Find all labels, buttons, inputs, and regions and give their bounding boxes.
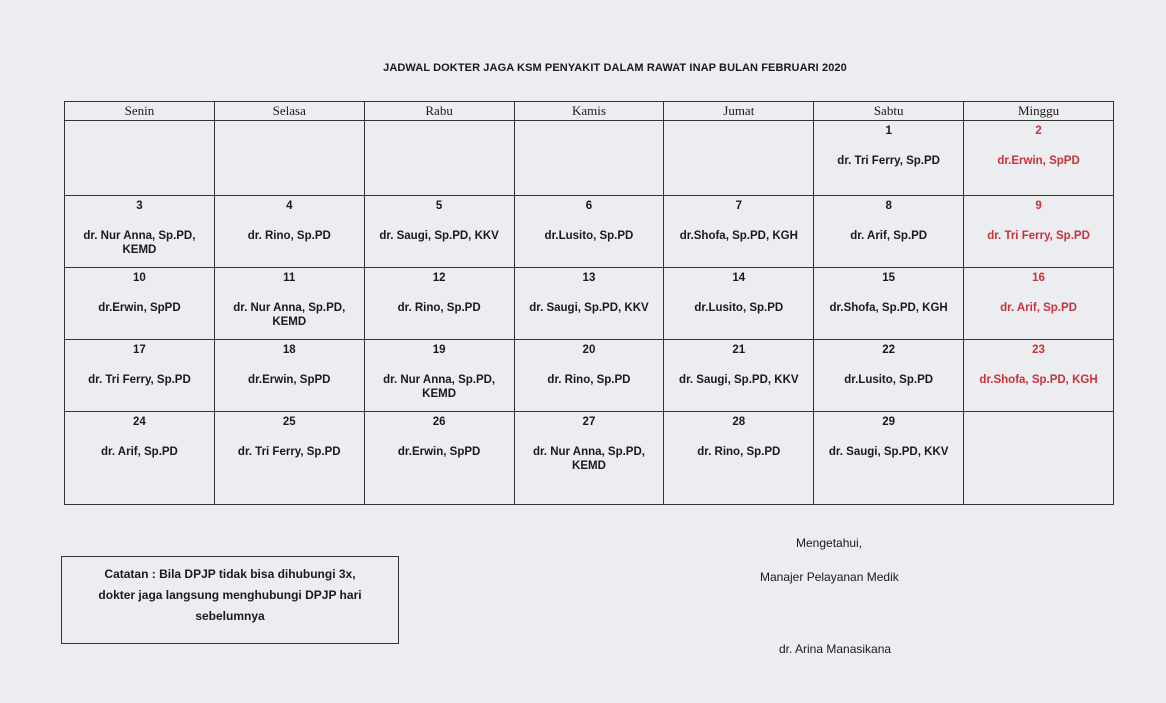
- day-cell: [514, 268, 664, 340]
- day-cell: [664, 268, 814, 340]
- day-cell: [664, 340, 814, 412]
- header-minggu: Minggu: [964, 102, 1114, 121]
- day-number: 12: [432, 272, 446, 284]
- week-row: [65, 268, 1114, 340]
- day-cell: [814, 412, 964, 505]
- day-number: 3: [136, 200, 143, 212]
- doctor-on-duty: dr. Tri Ferry, Sp.PD: [987, 230, 1090, 242]
- header-senin: Senin: [65, 102, 215, 121]
- day-number: 2: [1035, 125, 1042, 137]
- day-cell: [514, 196, 664, 268]
- doctor-on-duty: dr. Arif, Sp.PD: [850, 230, 928, 242]
- doctor-on-duty: dr.Erwin, SpPD: [98, 302, 181, 314]
- doctor-on-duty: dr. Nur Anna, Sp.PD, KEMD: [83, 230, 196, 256]
- doctor-on-duty: dr.Shofa, Sp.PD, KGH: [829, 302, 948, 314]
- day-number: 18: [282, 344, 296, 356]
- doctor-on-duty: dr.Lusito, Sp.PD: [694, 302, 784, 314]
- week-row: [65, 121, 1114, 196]
- sunday-cell: [964, 121, 1114, 196]
- day-cell: [214, 268, 364, 340]
- doctor-on-duty: dr. Saugi, Sp.PD, KKV: [529, 302, 649, 314]
- doctor-on-duty: dr. Nur Anna, Sp.PD, KEMD: [383, 374, 496, 400]
- doctor-on-duty: dr. Rino, Sp.PD: [547, 374, 631, 386]
- doctor-on-duty: dr.Shofa, Sp.PD, KGH: [979, 374, 1098, 386]
- doctor-on-duty: dr. Arif, Sp.PD: [100, 446, 178, 458]
- header-sabtu: Sabtu: [814, 102, 964, 121]
- day-cell: [664, 412, 814, 505]
- day-number: 20: [582, 344, 596, 356]
- doctor-on-duty: dr. Rino, Sp.PD: [697, 446, 781, 458]
- header-rabu: Rabu: [364, 102, 514, 121]
- day-cell: [364, 340, 514, 412]
- signer-position: Manajer Pelayanan Medik: [760, 570, 899, 584]
- doctor-on-duty: dr. Nur Anna, Sp.PD, KEMD: [233, 302, 346, 328]
- document-title: JADWAL DOKTER JAGA KSM PENYAKIT DALAM RAWAT INAP BULAN FEBRUARI 2020: [383, 62, 847, 74]
- doctor-on-duty: dr. Arif, Sp.PD: [1000, 302, 1077, 314]
- doctor-on-duty: dr. Rino, Sp.PD: [397, 302, 481, 314]
- note-box: [61, 556, 399, 644]
- doctor-on-duty: dr. Tri Ferry, Sp.PD: [837, 155, 940, 167]
- header-selasa: Selasa: [214, 102, 364, 121]
- acknowledged-label: Mengetahui,: [796, 536, 863, 550]
- day-number: 24: [133, 416, 146, 428]
- day-cell: [814, 340, 964, 412]
- day-number: 15: [882, 272, 896, 284]
- doctor-on-duty: dr. Saugi, Sp.PD, KKV: [379, 230, 499, 242]
- day-number: 19: [432, 344, 446, 356]
- doctor-on-duty: dr.Shofa, Sp.PD, KGH: [679, 230, 798, 242]
- week-row: [65, 412, 1114, 505]
- day-cell: [814, 268, 964, 340]
- table-header-row: [65, 102, 1114, 121]
- doctor-on-duty: dr.Erwin, SpPD: [397, 446, 481, 458]
- doctor-on-duty: dr. Rino, Sp.PD: [247, 230, 331, 242]
- day-cell: [514, 412, 664, 505]
- day-number: 4: [286, 200, 293, 212]
- day-number: 10: [133, 272, 146, 284]
- doctor-on-duty: dr. Saugi, Sp.PD, KKV: [828, 446, 949, 458]
- doctor-on-duty: dr. Saugi, Sp.PD, KKV: [679, 374, 799, 386]
- note-line-2: dokter jaga langsung menghubungi DPJP hari: [98, 588, 362, 602]
- day-number: 21: [732, 344, 746, 356]
- day-cell: [364, 412, 514, 505]
- header-kamis: Kamis: [514, 102, 664, 121]
- day-cell: [65, 121, 215, 196]
- doctor-on-duty: dr. Nur Anna, Sp.PD, KEMD: [532, 446, 645, 472]
- day-number: 26: [432, 416, 446, 428]
- day-number: 28: [732, 416, 746, 428]
- day-number: 13: [582, 272, 596, 284]
- day-number: 14: [732, 272, 746, 284]
- day-number: 8: [885, 200, 892, 212]
- day-number: 17: [133, 344, 146, 356]
- day-number: 29: [882, 416, 896, 428]
- sunday-cell: [964, 340, 1114, 412]
- day-cell: [514, 340, 664, 412]
- day-number: 5: [435, 200, 443, 212]
- day-cell: [664, 121, 814, 196]
- doctor-on-duty: dr.Erwin, SpPD: [997, 155, 1080, 167]
- day-cell: [214, 340, 364, 412]
- week-row: [65, 340, 1114, 412]
- day-cell: [514, 121, 664, 196]
- day-cell: [214, 196, 364, 268]
- day-number: 16: [1032, 272, 1045, 284]
- header-jumat: Jumat: [664, 102, 814, 121]
- day-cell: [214, 412, 364, 505]
- day-cell: [364, 268, 514, 340]
- day-number: 22: [882, 344, 896, 356]
- day-cell: [364, 196, 514, 268]
- doctor-on-duty: dr.Lusito, Sp.PD: [844, 374, 934, 386]
- sunday-cell: [964, 412, 1114, 505]
- day-number: 23: [1032, 344, 1045, 356]
- day-number: 1: [885, 125, 892, 137]
- sunday-cell: [964, 268, 1114, 340]
- day-cell: [664, 196, 814, 268]
- day-number: 6: [585, 200, 593, 212]
- day-cell: [814, 196, 964, 268]
- day-number: 9: [1035, 200, 1042, 212]
- doctor-on-duty: dr.Erwin, SpPD: [248, 374, 331, 386]
- day-number: 27: [582, 416, 596, 428]
- day-cell: [214, 121, 364, 196]
- day-cell: [65, 268, 215, 340]
- day-number: 11: [283, 272, 296, 284]
- schedule-table: [64, 101, 1114, 505]
- doctor-on-duty: dr. Tri Ferry, Sp.PD: [88, 374, 191, 386]
- doctor-on-duty: dr. Tri Ferry, Sp.PD: [237, 446, 341, 458]
- sunday-cell: [964, 196, 1114, 268]
- signer-name: dr. Arina Manasikana: [779, 642, 892, 656]
- note-line-3: sebelumnya: [195, 609, 265, 623]
- note-line-1: Catatan : Bila DPJP tidak bisa dihubungi 3x,: [104, 567, 356, 581]
- day-cell: [65, 196, 215, 268]
- day-cell: [364, 121, 514, 196]
- doctor-on-duty: dr.Lusito, Sp.PD: [544, 230, 634, 242]
- week-row: [65, 196, 1114, 268]
- day-cell: [814, 121, 964, 196]
- day-cell: [65, 340, 215, 412]
- day-number: 7: [735, 200, 742, 212]
- day-cell: [65, 412, 215, 505]
- day-number: 25: [282, 416, 296, 428]
